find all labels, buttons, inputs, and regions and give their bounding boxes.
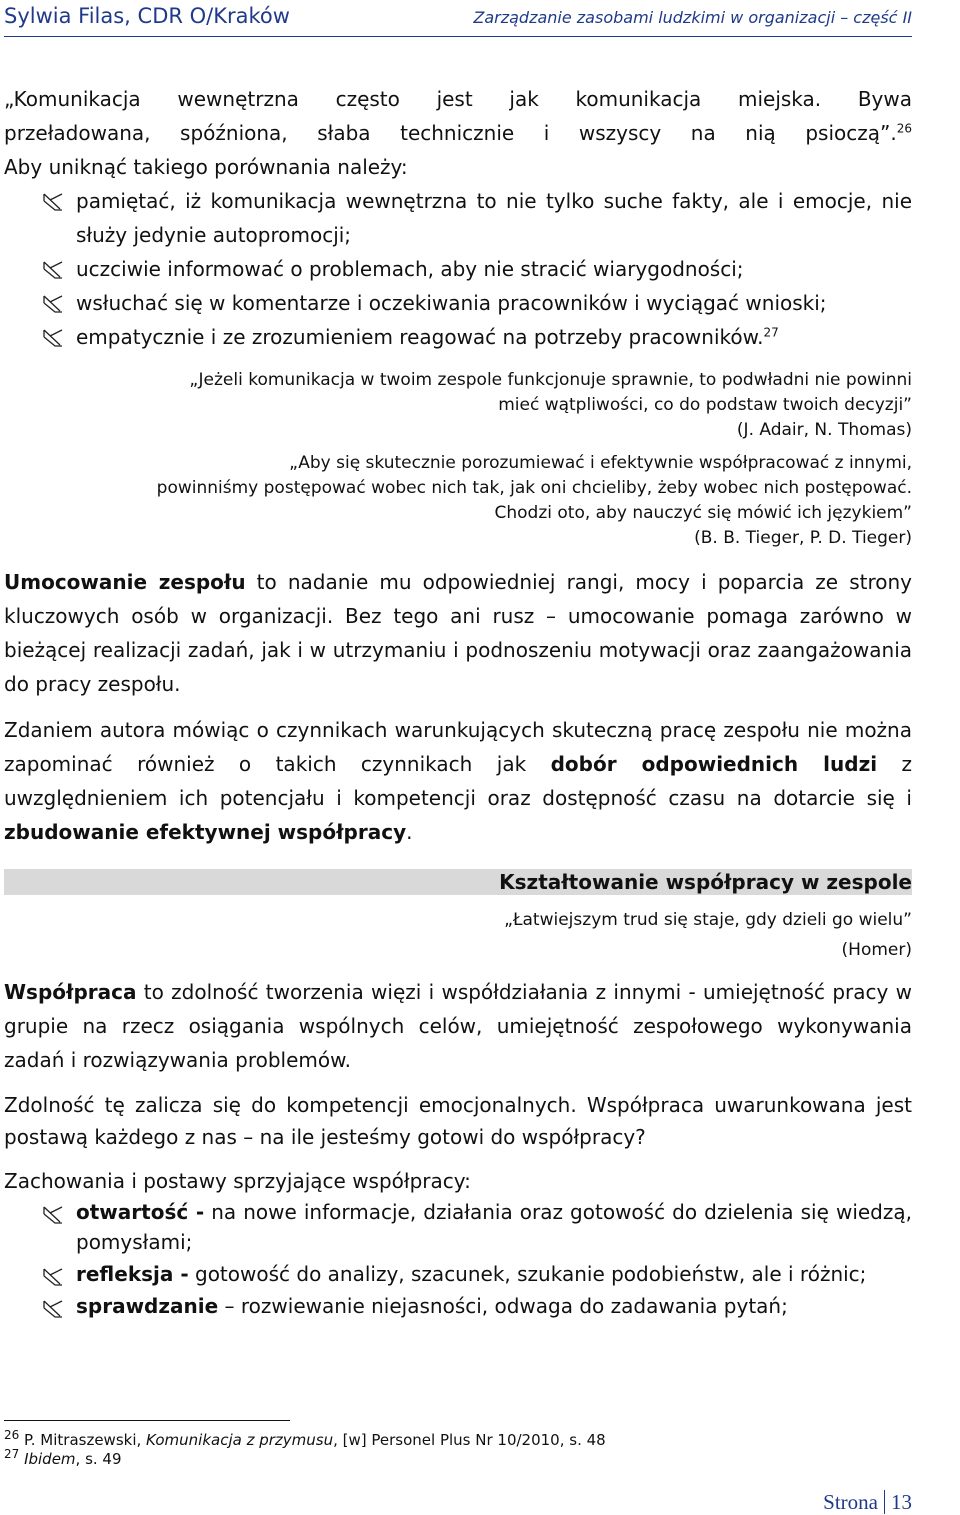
footnote-title: Komunikacja z przymusu xyxy=(146,1431,334,1449)
quote-line: powinniśmy postępować wobec nich tak, jak oni chcieliby, żeby wobec nich postępować. xyxy=(156,478,912,498)
footnote-divider xyxy=(4,1420,290,1421)
list-item-text: pamiętać, iż komunikacja wewnętrzna to nie tylko suche fakty, ale i emocje, nie służy jedynie autopromocji; xyxy=(76,189,912,247)
footnote-number: 27 xyxy=(4,1447,20,1461)
quote-adair xyxy=(4,368,912,443)
paragraph-success-factors xyxy=(4,713,912,849)
communication-list xyxy=(4,184,912,354)
intro-line-3: Aby uniknąć takiego porównania należy: xyxy=(4,155,408,179)
quote-line: „Łatwiejszym trud się staje, gdy dzieli go wielu” xyxy=(504,910,912,930)
page-number-value: 13 xyxy=(891,1490,912,1514)
footnotes xyxy=(4,1420,912,1469)
quote-line: Chodzi oto, aby nauczyć się mówić ich językiem” xyxy=(494,503,912,523)
quote-author: (Homer) xyxy=(841,940,912,960)
pen-check-icon xyxy=(42,1267,64,1287)
pen-check-icon xyxy=(42,328,64,348)
quote-author: (J. Adair, N. Thomas) xyxy=(736,420,912,440)
footnote-26 xyxy=(4,1428,912,1450)
footnote-27 xyxy=(4,1447,912,1469)
footnote-ref-27[interactable]: 27 xyxy=(763,325,779,340)
page-header xyxy=(4,0,912,37)
term-bold: zbudowanie efektywnej współpracy xyxy=(4,820,407,844)
quote-homer xyxy=(4,905,912,965)
term-bold: refleksja - xyxy=(76,1262,189,1286)
footnote-text: , [w] Personel Plus Nr 10/2010, s. 48 xyxy=(333,1431,606,1449)
page-number xyxy=(823,1490,912,1515)
list-item xyxy=(4,286,912,320)
quote-author: (B. B. Tieger, P. D. Tieger) xyxy=(694,528,912,548)
paragraph-cooperation-definition xyxy=(4,975,912,1077)
document-body xyxy=(4,82,912,1321)
list-item-text: empatycznie i ze zrozumieniem reagować na potrzeby pracowników. xyxy=(76,325,764,349)
paragraph-text: z uwzględnieniem ich potencjału i kompetencji oraz dostępność czasu na dotarcie się i xyxy=(4,752,912,810)
paragraph-text: . xyxy=(406,820,413,844)
list-item-text: – rozwiewanie niejasności, odwaga do zadawania pytań; xyxy=(218,1294,788,1318)
header-title: Zarządzanie zasobami ludzkimi w organizacji – część II xyxy=(473,8,912,27)
quote-tieger xyxy=(4,451,912,551)
term-bold: otwartość - xyxy=(76,1200,205,1224)
page-number-separator xyxy=(884,1490,885,1514)
footnote-text: P. Mitraszewski, xyxy=(19,1431,147,1449)
list-item xyxy=(4,1291,912,1321)
list-item xyxy=(4,252,912,286)
intro-line-1: „Komunikacja wewnętrzna często jest jak komunikacja miejska. Bywa xyxy=(4,87,912,111)
page-label: Strona xyxy=(823,1490,878,1514)
quote-line: mieć wątpliwości, co do podstaw twoich decyzji” xyxy=(498,395,912,415)
behaviours-list xyxy=(4,1197,912,1321)
footnote-number: 26 xyxy=(4,1428,20,1442)
footnote-text: , s. 49 xyxy=(75,1450,122,1468)
list-item xyxy=(4,184,912,252)
list-item xyxy=(4,1197,912,1257)
list-item-text: uczciwie informować o problemach, aby nie stracić wiarygodności; xyxy=(76,257,744,281)
paragraph-behaviours-intro: Zachowania i postawy sprzyjające współpracy: xyxy=(4,1169,471,1193)
list-item xyxy=(4,320,912,354)
quote-line: „Aby się skutecznie porozumiewać i efektywnie współpracować z innymi, xyxy=(289,453,912,473)
section-heading: Kształtowanie współpracy w zespole xyxy=(499,870,912,894)
pen-check-icon xyxy=(42,1205,64,1225)
footnote-title: Ibidem xyxy=(24,1450,76,1468)
header-author: Sylwia Filas, CDR O/Kraków xyxy=(4,4,290,28)
pen-check-icon xyxy=(42,260,64,280)
intro-line-2-text: przeładowana, spóźniona, słaba technicznie i wszyscy na nią psioczą”. xyxy=(4,121,897,145)
pen-check-icon xyxy=(42,294,64,314)
paragraph-text: to zdolność tworzenia więzi i współdziałania z innymi - umiejętność pracy w grupie na rzecz osiągania wspólnych celów, umiejętność zespołowego wykonywania zadań i rozwiązywania problemów. xyxy=(4,980,912,1072)
paragraph-text: to nadanie mu odpowiedniej rangi, mocy i poparcia ze strony kluczowych osób w organizacji. Bez tego ani rusz – umocowanie pomaga zarówno w bieżącej realizacji zadań, jak i w utrzymaniu i podnoszeniu motywacji oraz zaangażowania do pracy zespołu. xyxy=(4,570,912,696)
pen-check-icon xyxy=(42,192,64,212)
pen-check-icon xyxy=(42,1299,64,1319)
paragraph-text: Zdaniem autora mówiąc o czynnikach warunkujących skuteczną pracę zespołu nie można zapominać również o takich czynnikach jak xyxy=(4,718,912,776)
quote-line: „Jeżeli komunikacja w twoim zespole funkcjonuje sprawnie, to podwładni nie powinni xyxy=(189,370,912,390)
footnote-ref-26[interactable]: 26 xyxy=(896,121,912,136)
term-bold: dobór odpowiednich ludzi xyxy=(550,752,878,776)
paragraph-emotional-competence: Zdolność tę zalicza się do kompetencji emocjonalnych. Współpraca uwarunkowana jest postawą każdego z nas – na ile jesteśmy gotowi do współpracy? xyxy=(4,1093,912,1149)
list-item xyxy=(4,1259,912,1289)
term-bold: sprawdzanie xyxy=(76,1294,219,1318)
term-bold: Umocowanie zespołu xyxy=(4,570,246,594)
intro-line-2 xyxy=(4,116,912,150)
list-item-text: wsłuchać się w komentarze i oczekiwania pracowników i wyciągać wnioski; xyxy=(76,291,827,315)
list-item-text: gotowość do analizy, szacunek, szukanie podobieństw, ale i różnic; xyxy=(188,1262,867,1286)
section-heading-bar xyxy=(4,869,912,895)
list-item-text: na nowe informacje, działania oraz gotowość do dzielenia się wiedzą, pomysłami; xyxy=(76,1200,912,1254)
term-bold: Współpraca xyxy=(4,980,137,1004)
paragraph-team-empowerment xyxy=(4,565,912,701)
